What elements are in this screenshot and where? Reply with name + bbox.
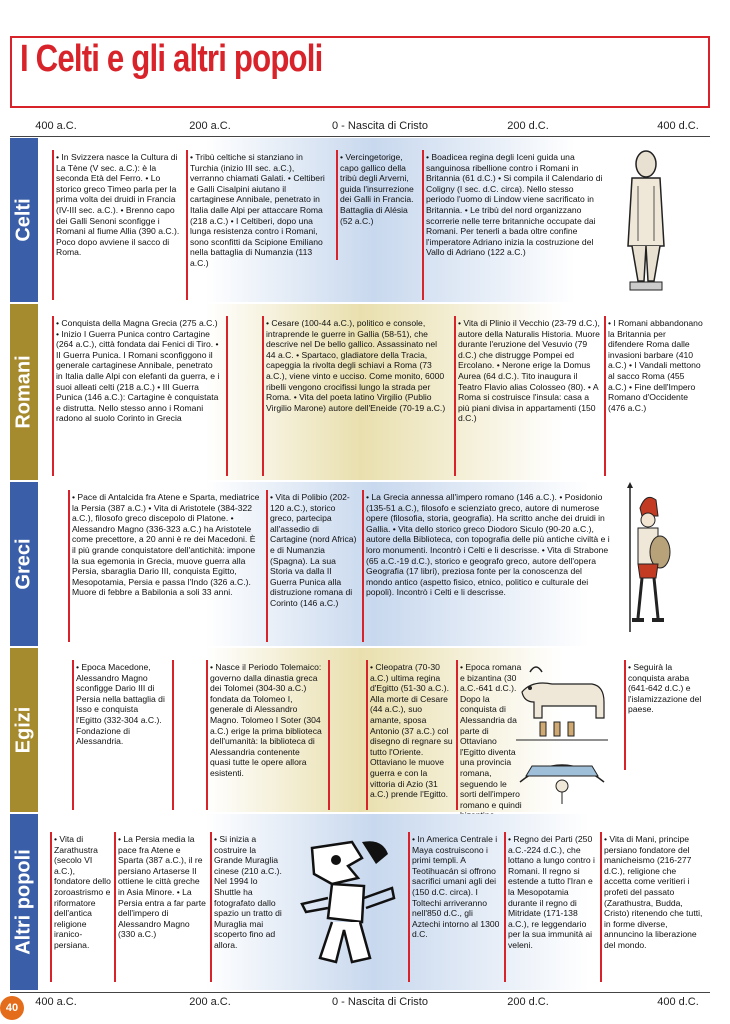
altri-cell-3: • Si inizia a costruire la Grande Muraglia cinese (210 a.C.). Nel 1994 lo Shuttle ha fotografato dallo spazio un tratto di Muraglia mai scoperto fino ad allora. — [214, 834, 282, 950]
altri-cell-2: • La Persia media la pace fra Atene e Sparta (387 a.C.), il re persiano Artaserse II ottiene le città greche in Asia Minore. • La Persia entra a far parte dell'impero di Alessandro Magno (330 a.C.) — [118, 834, 206, 940]
axis-line-top — [10, 136, 710, 137]
band-label-romani: Romani — [10, 304, 38, 480]
celti-cell-2: • Tribù celtiche si stanziano in Turchia (inizio III sec. a.C.), verranno chiamati Galati. • Celtiberi e Galli Cisalpini aiutano il cartaginese Annibale, penetrato in Italia dalle Alpi per attaccare Roma (218 a.C.) • I Celtiberi, dopo una lunga resistenza contro i Romani, sono sconfitti da Scipione Emiliano nella battaglia di Numanzia (113 a.C.) — [190, 152, 325, 268]
period-marker — [362, 490, 364, 642]
celti-cell-3: • Vercingetorige, capo gallico della tribù degli Arverni, guida l'insurrezione dei Galli in Francia. Battaglia di Alésia (52 a.C.) — [340, 152, 414, 226]
period-marker — [600, 832, 602, 982]
band-altri-popoli — [10, 814, 710, 990]
celtic-statue-icon — [618, 146, 674, 296]
period-marker — [52, 150, 54, 300]
greci-cell-3: • La Grecia annessa all'impero romano (146 a.C.). • Posidonio (135-51 a.C.), filosofo e scienziato greco, autore di numerose opere (filosofia, storia, geografia). Ha scritto anche dei druidi in Gallia. • Vita dello storico greco Diodoro Siculo (90-20 a.C.), autore della Biblioteca, con topografia delle più antiche civiltà e i loro monumenti. Incontrò i Celti e li descrisse. • Vita di Strabone (65 a.C.-19 d.C.), storico e geografo greco, autore dell'opera Geografia (17 libri), preziosa fonte per la conoscenza del mondo antico (aspetto fisico, etnico, politico e culturale dei popoli). Incontrò i Celti e li descrisse. — [366, 492, 610, 598]
altri-cell-4: • In America Centrale i Maya costruiscono i primi templi. A Teotihuacán si offrono sacrifici umani agli dei (150 d.C. circa). I Toltechi arriveranno nell'850 d.C., gli Aztechi intorno al 1300 d.C. — [412, 834, 500, 940]
axis-tick-label: 0 - Nascita di Cristo — [332, 120, 428, 132]
egizi-cell-5: • Seguirà la conquista araba (641-642 d.C.) e l'islamizzazione del paese. — [628, 662, 702, 715]
band-label-celti: Celti — [10, 138, 38, 302]
axis-line-bottom — [10, 992, 710, 993]
period-marker — [504, 832, 506, 982]
band-egizi — [10, 648, 710, 812]
period-marker — [210, 832, 212, 982]
egyptian-cow-icon — [512, 662, 612, 806]
period-marker — [408, 832, 410, 982]
egizi-cell-3: • Cleopatra (70-30 a.C.) ultima regina d'Egitto (51-30 a.C.). Alla morte di Cesare (44 a.C.), suo amante, sposa Antonio (37 a.C.) col disegno di regnare su tutto l'Oriente. Ottaviano le muove guerra e con la vittoria di Azio (31 a.C.) prende l'Egitto. — [370, 662, 453, 800]
period-marker — [422, 150, 424, 300]
band-greci — [10, 482, 710, 646]
greek-warrior-icon — [616, 486, 674, 636]
period-marker — [266, 490, 268, 642]
title-box — [10, 36, 710, 108]
band-label-greci: Greci — [10, 482, 38, 646]
axis-tick-label: 400 d.C. — [657, 120, 699, 132]
period-marker — [68, 490, 70, 642]
egizi-cell-4: • Epoca romana e bizantina (30 a.C.-641 d.C.). Dopo la conquista di Alessandria da parte di Ottaviano l'Egitto diventa una provincia romana, seguendo le sorti dell'impero romano e quindi — [460, 662, 522, 810]
axis-tick-label: 400 d.C. — [657, 996, 699, 1008]
egizi-cell-2: • Nasce il Periodo Tolemaico: governo dalla dinastia greca dei Tolomei (304-30 a.C.) fondata da Tolomeo I, generale di Alessandro Magno. Tolomeo I Soter (304 a.C.) erige la prima biblioteca dell'umanità: la biblioteca di Alessandria contenente quasi tutte le opere allora esistenti. — [210, 662, 322, 778]
page-number-badge: 40 — [0, 996, 24, 1020]
aztec-figure-icon — [292, 838, 402, 982]
page-title: I Celti e gli altri popoli — [20, 38, 323, 80]
celti-cell-4: • Boadicea regina degli Iceni guida una sanguinosa ribellione contro i Romani in Britannia (61 d.C.) • Si compila il Calendario di Coligny (I sec. d.C. circa). Nello stesso periodo l'uomo di Lindow viene sacrificato in Britannia. • Le tribù del nord organizzano scorrerie nelle terre britanniche occupate dai Romani. Per tenerli a bada oltre confine l'imperatore Adriano inizia la costruzione del Vallo di Adriano (122 a.C.) — [426, 152, 603, 258]
period-marker — [186, 150, 188, 300]
period-marker — [52, 316, 54, 476]
period-marker — [50, 832, 52, 982]
band-label-altri-popoli: Altri popoli — [10, 814, 38, 990]
band-label-egizi: Egizi — [10, 648, 38, 812]
axis-tick-label: 200 d.C. — [507, 996, 549, 1008]
axis-tick-label: 200 a.C. — [189, 120, 231, 132]
greci-cell-1: • Pace di Antalcida fra Atene e Sparta, mediatrice la Persia (387 a.C.) • Vita di Aristotele (384-322 a.C.), filosofo greco discepolo di Platone. • Alessandro Magno (336-323 a.C.) ha Aristotele come precettore, a 20 anni è re dei Macedoni. È il più grande conquistatore dell'antichità: impone la sua egemonia in Grecia, muove guerra alla Persia, sbaraglia Dario III, conquista Egitto, Mesopotamia, Persia e passa l'Indo (326 a.C.). Muore di febbre a Babilonia a soli 33 anni. — [72, 492, 260, 598]
period-marker — [336, 150, 338, 260]
altri-cell-5: • Regno dei Parti (250 a.C.-224 d.C.), che lottano a lungo contro i Romani. Il regno si estende a tutto l'Iran e la Mesopotamia durante il regno di Mitridate (171-138 a.C.), re leggendario per la sua immunità ai veleni. — [508, 834, 595, 950]
band-celti — [10, 138, 710, 302]
period-marker — [366, 660, 368, 810]
romani-cell-4: • I Romani abbandonano la Britannia per difendere Roma dalle invasioni barbare (410 a.C.) • I Vandali mettono al sacco Roma (455 a.C.) • Fine dell'Impero Romano d'Occidente (476 a.C.) — [608, 318, 703, 413]
axis-tick-label: 200 d.C. — [507, 120, 549, 132]
period-marker — [72, 660, 74, 810]
period-marker — [262, 316, 264, 476]
period-marker — [226, 316, 228, 476]
band-romani — [10, 304, 710, 480]
axis-tick-label: 400 a.C. — [35, 120, 77, 132]
axis-tick-label: 200 a.C. — [189, 996, 231, 1008]
altri-cell-6: • Vita di Mani, principe persiano fondatore del manicheismo (216-277 d.C.), religione che accetta come veritieri i profeti del passato (Zarathustra, Budda, Cristo) ritenendo che tutti, in forme diverse, annuncino la liberazione del mondo. — [604, 834, 703, 950]
celti-cell-1: • In Svizzera nasce la Cultura di La Tène (V sec. a.C.): è la seconda Età del Ferro. • Lo storico greco Timeo parla per la prima volta dei druidi in Francia (IV-III sec. a.C.). • Brenno capo dei Galli Senoni sconfigge i Romani al fiume Allia (390 a.C.). Poco dopo avviene il sacco di Roma. — [56, 152, 180, 258]
romani-cell-2: • Cesare (100-44 a.C.), politico e console, intraprende le guerre in Gallia (58-51), che descrive nel De bello gallico. Assassinato nel 44 a.C. • Spartaco, gladiatore della Tracia, capeggia la rivolta degli schiavi a Roma (73 a.C.), viene vinto e ucciso. Come monito, 6000 ribelli vengono crocifissi lungo la strada per Roma. • Vita del poeta latino Virgilio (Publio Virgilio Marone) autore dell'Eneide (70-19 a.C.) — [266, 318, 446, 413]
greci-cell-2: • Vita di Polibio (202-120 a.C.), storico greco, partecipa all'assedio di Cartagine (nord Africa) e di Numanzia (Spagna). La sua Storia va dalla II Guerra Punica alla distruzione romana di Corinto (146 a.C.) — [270, 492, 357, 608]
axis-tick-label: 400 a.C. — [35, 996, 77, 1008]
period-marker — [624, 660, 626, 770]
period-marker — [604, 316, 606, 476]
period-marker — [206, 660, 208, 810]
altri-cell-1: • Vita di Zarathustra (secolo VI a.C.), fondatore dello zoroastrismo e riformatore dell'antica religione iranico-persiana. — [54, 834, 111, 950]
axis-tick-label: 0 - Nascita di Cristo — [332, 996, 428, 1008]
period-marker — [456, 660, 458, 810]
egizi-cell-1: • Epoca Macedone, Alessandro Magno sconfigge Dario III di Persia nella battaglia di Isso e conquista l'Egitto (332-304 a.C.). Fondazione di Alessandria. — [76, 662, 165, 747]
period-marker — [114, 832, 116, 982]
romani-cell-1: • Conquista della Magna Grecia (275 a.C.) • Inizio I Guerra Punica contro Cartagine (264 a.C.), città fondata dai Fenici di Tiro. • II Guerra Punica. I Romani sconfiggono il generale cartaginese Annibale, penetrato in Italia dalle Alpi con elefanti da guerra, e i suoi alleati celti (218 a.C.) • III Guerra Punica (146 a.C.): Cartagine è conquistata e distrutta. Nello stesso anno i Romani radono al suolo Corinto in Grecia — [56, 318, 220, 424]
period-marker — [454, 316, 456, 476]
period-marker — [172, 660, 174, 810]
timeline-axis-top — [0, 120, 730, 136]
romani-cell-3: • Vita di Plinio il Vecchio (23-79 d.C.), autore della Naturalis Historia. Muore durante l'eruzione del Vesuvio (79 d.C.) che distrugge Pompei ed Ercolano. • Nerone erige la Domus Aurea (64 d.C.). Tito inaugura il Teatro Flavio alias Colosseo (80). • A Roma si costruisce l'insula: casa a più piani divisa in appartamenti (150 d.C.) — [458, 318, 600, 424]
period-marker — [328, 660, 330, 810]
timeline-axis-bottom — [0, 996, 730, 1012]
